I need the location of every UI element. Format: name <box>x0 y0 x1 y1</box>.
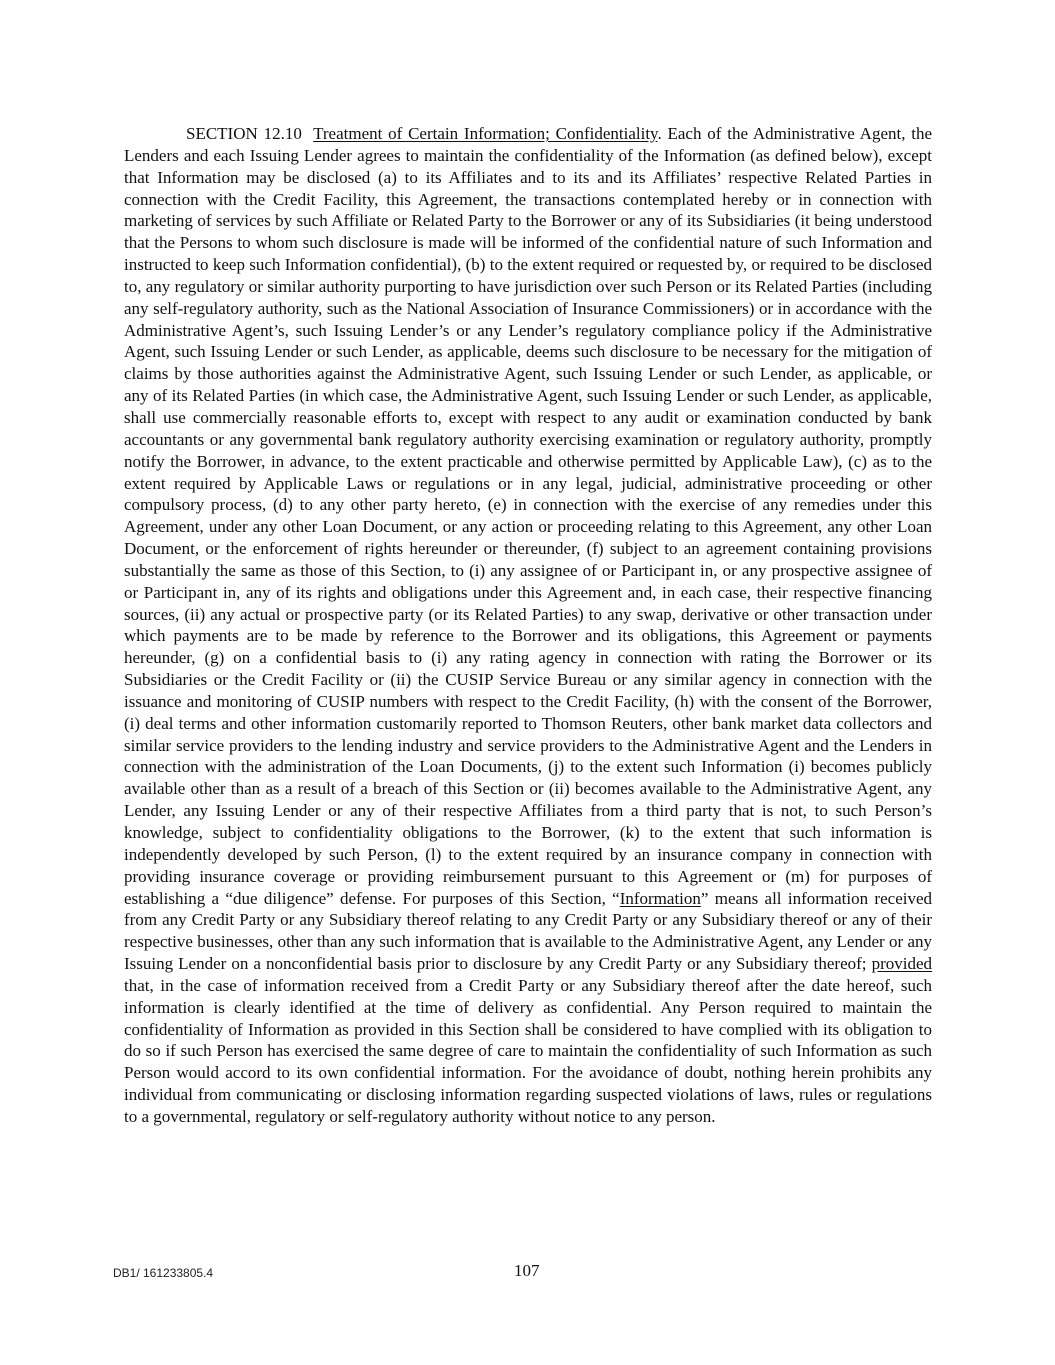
defined-term-information: Information <box>619 888 701 908</box>
page-number: 107 <box>514 1261 540 1280</box>
section-text-part-1: . Each of the Administrative Agent, the Lenders and each Issuing Lender agrees to maintain the confidentiality of the Information (as defined below), except that Information may be disclosed (a) to its Affiliates and to its and its Affiliates’ respective Related Parties in connection with the Credit Facility, this Agreement, the transactions contemplated hereby or in connection with marketing of services by such Affiliate or Related Party to the Borrower or any of its Subsidiaries (it being understood that the Persons to whom such disclosure is made will be informed of the confidential nature of such Information and instructed to keep such Information confidential), (b) to the extent required or requested by, or required to be disclosed to, any regulatory or similar authority purporting to have jurisdiction over such Person or its Related Parties (including any self-regulatory authority, such as the National Association of Insurance Commissioners) or in accordance with the Administrative Agent’s, such Issuing Lender’s or any Lender’s regulatory compliance policy if the Administrative Agent, such Issuing Lender or such Lender, as applicable, deems such disclosure to be necessary for the mitigation of claims by those authorities against the Administrative Agent, such Issuing Lender or such Lender, as applicable, or any of its Related Parties (in which case, the Administrative Agent, such Issuing Lender or such Lender, as applicable, shall use commercially reasonable efforts to, except with respect to any audit or examination conducted by bank accountants or any governmental bank regulatory authority exercising examination or regulatory authority, promptly notify the Borrower, in advance, to the extent practicable and otherwise permitted by Applicable Law), (c) as to the extent required by Applicable Laws or regulations or in any legal, judicial, administrative proceeding or other compulsory process, (d) to any other party hereto, (e) in connection with the exercise of any remedies under this Agreement, under any other Loan Document, or any action or proceeding relating to this Agreement, any other Loan Document, or the enforcement of rights hereunder or thereunder, (f) subject to an agreement containing provisions substantially the same as those of this Section, to (i) any assignee of or Participant in, or any prospective assignee of or Participant in, any of its rights and obligations under this Agreement and, in each case, their respective financing sources, (ii) any actual or prospective party (or its Related Parties) to any swap, derivative or other transaction under which payments are to be made by reference to the Borrower and its obligations, this Agreement or payments hereunder, (g) on a confidential basis to (i) any rating agency in connection with rating the Borrower or its Subsidiaries or the Credit Facility or (ii) the CUSIP Service Bureau or any similar agency in connection with the issuance and monitoring of CUSIP numbers with respect to the Credit Facility, (h) with the consent of the Borrower, (i) deal terms and other information customarily reported to Thomson Reuters, other bank market data collectors and similar service providers to the lending industry and service providers to the Administrative Agent and the Lenders in connection with the administration of the Loan Documents, (j) to the extent such Information (i) becomes publicly available other than as a result of a breach of this Section or (ii) becomes available to the Administrative Agent, any Lender, any Issuing Lender or any of their respective Affiliates from a third party that is not, to such Person’s knowledge, subject to confidentiality obligations to the Borrower, (k) to the extent that such information is independently developed by such Person, (l) to the extent required by an insurance company in connection with providing insurance coverage or providing reimbursement pursuant to this Agreement or (m) for purposes of establishing a “due diligence” defense. For purposes of this Section, “ <box>124 124 933 908</box>
defined-term-provided: provided <box>871 954 932 974</box>
footer-document-id: DB1/ 161233805.4 <box>113 1266 214 1280</box>
section-number: SECTION 12.10 <box>186 124 302 143</box>
section-title: Treatment of Certain Information; Confidentiality <box>313 124 658 143</box>
section-12-10-paragraph <box>124 123 932 1128</box>
section-text-part-2: ” means all information received from any Credit Party or any Subsidiary thereof relating to any Credit Party or any Subsidiary thereof or any of their respective businesses, other than any such information that is available to the Administrative Agent, any Lender or any Issuing Lender on a nonconfidential basis prior to disclosure by any Credit Party or any Subsidiary thereof; <box>124 888 933 974</box>
section-text-part-3: that, in the case of information received from a Credit Party or any Subsidiary thereof after the date hereof, such information is clearly identified at the time of delivery as confidential. Any Person required to maintain the confidentiality of Information as provided in this Section shall be considered to have complied with its obligation to do so if such Person has exercised the same degree of care to maintain the confidentiality of such Information as such Person would accord to its own confidential information. For the avoidance of doubt, nothing herein prohibits any individual from communicating or disclosing information regarding suspected violations of laws, rules or regulations to a governmental, regulatory or self-regulatory authority without notice to any person. <box>124 975 932 1126</box>
